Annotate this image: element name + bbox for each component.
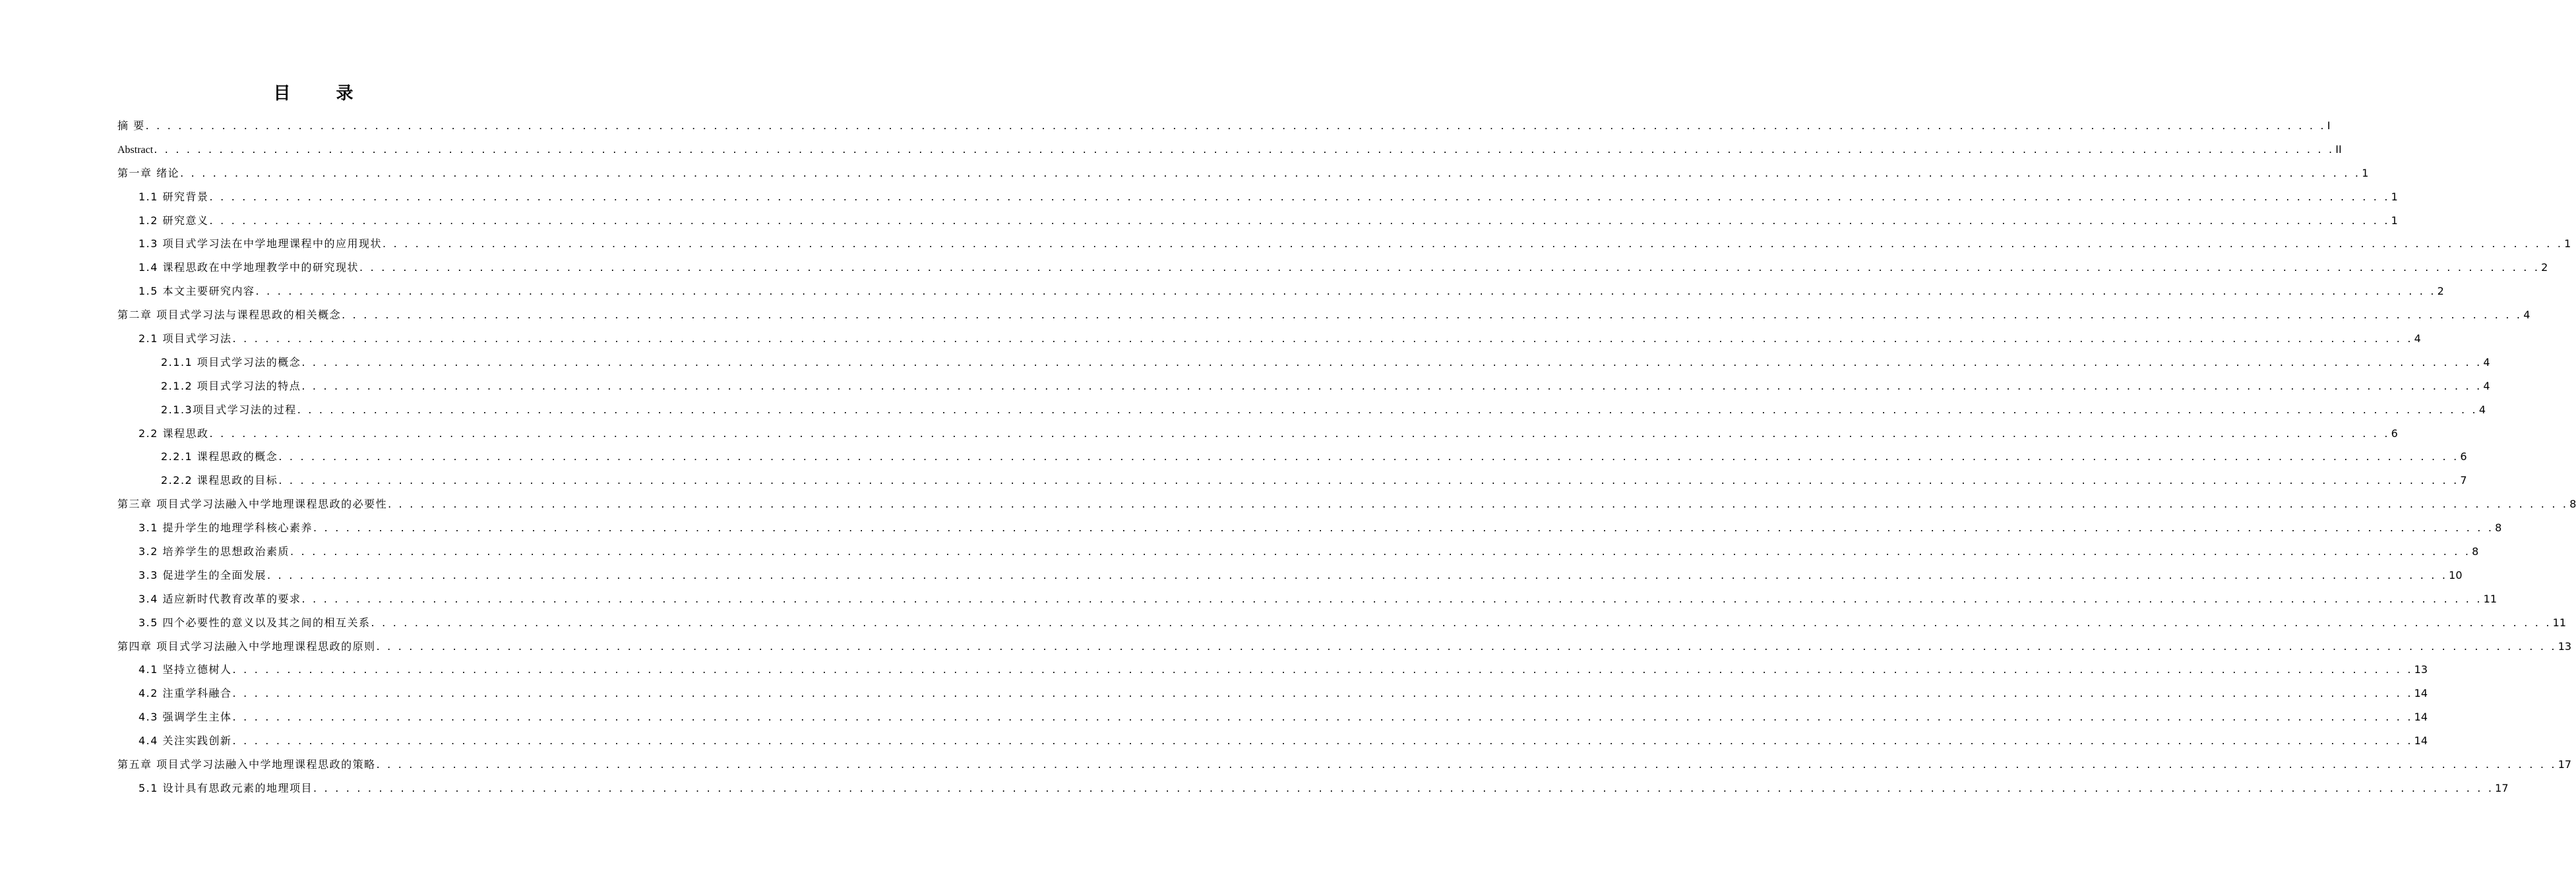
toc-leader-dots: . . . . . . . . . . . . . . . . . . . . . . . . . . . . . . . . . . . . . . . . . . . . . . . . . . . . . . . . . . . . . . . . . . . . . . . . . . . . . . . . . . . . . . . . . . . . . . . . . . . . . . . . . . . . . . . . . . . . . . . . . . . . . . . . . . . . . . . . . . . . . . . . . . . . . . . . . . . . . . . . . . . . . . . . . . . . . . . . . . . . . . . . . . . . . . . . . . . . . . . . — [313, 781, 2494, 794]
toc-leader-dots: . . . . . . . . . . . . . . . . . . . . . . . . . . . . . . . . . . . . . . . . . . . . . . . . . . . . . . . . . . . . . . . . . . . . . . . . . . . . . . . . . . . . . . . . . . . . . . . . . . . . . . . . . . . . . . . . . . . . . . . . . . . . . . . . . . . . . . . . . . . . . . . . . . . . . . . . . . . . . . . . . . . . . . . . . . . . . . . . . . . . . . . . . . . . . . . . . . . . . . . . — [301, 592, 2482, 605]
toc-page-number: 4 — [2483, 379, 2490, 392]
toc-entry-label: 第四章 项目式学习法融入中学地理课程思政的原则 — [117, 639, 376, 653]
toc-entry-label: Abstract — [117, 144, 154, 156]
toc-entry[interactable] — [117, 374, 2490, 398]
toc-leader-dots: . . . . . . . . . . . . . . . . . . . . . . . . . . . . . . . . . . . . . . . . . . . . . . . . . . . . . . . . . . . . . . . . . . . . . . . . . . . . . . . . . . . . . . . . . . . . . . . . . . . . . . . . . . . . . . . . . . . . . . . . . . . . . . . . . . . . . . . . . . . . . . . . . . . . . . . . . . . . . . . . . . . . . . . . . . . . . . . . . . . . . . . . . . . . . . . . . . . . . . . . — [376, 758, 2557, 771]
toc-leader-dots: . . . . . . . . . . . . . . . . . . . . . . . . . . . . . . . . . . . . . . . . . . . . . . . . . . . . . . . . . . . . . . . . . . . . . . . . . . . . . . . . . . . . . . . . . . . . . . . . . . . . . . . . . . . . . . . . . . . . . . . . . . . . . . . . . . . . . . . . . . . . . . . . . . . . . . . . . . . . . . . . . . . . . . . . . . . . . . . . . . . . . . . . . . . . . . . . . . . . . . . . — [371, 616, 2552, 629]
toc-entry-label: 2.1 项目式学习法 — [138, 332, 232, 345]
toc-page-number: 1 — [2362, 166, 2369, 179]
toc-entry[interactable] — [117, 469, 2467, 492]
toc-entry[interactable] — [117, 327, 2421, 351]
toc-page-number: 1 — [2564, 237, 2571, 251]
toc-entry-label: 3.4 适应新时代教育改革的要求 — [138, 592, 301, 605]
toc-leader-dots: . . . . . . . . . . . . . . . . . . . . . . . . . . . . . . . . . . . . . . . . . . . . . . . . . . . . . . . . . . . . . . . . . . . . . . . . . . . . . . . . . . . . . . . . . . . . . . . . . . . . . . . . . . . . . . . . . . . . . . . . . . . . . . . . . . . . . . . . . . . . . . . . . . . . . . . . . . . . . . . . . . . . . . . . . . . . . . . . . . . . . . . . . . . . . . . . . . . . . . . . — [209, 427, 2390, 440]
toc-entry-label: 4.4 关注实践创新 — [138, 734, 232, 748]
toc-entry[interactable] — [117, 705, 2428, 729]
toc-page-number: 8 — [2569, 498, 2576, 511]
toc-leader-dots: . . . . . . . . . . . . . . . . . . . . . . . . . . . . . . . . . . . . . . . . . . . . . . . . . . . . . . . . . . . . . . . . . . . . . . . . . . . . . . . . . . . . . . . . . . . . . . . . . . . . . . . . . . . . . . . . . . . . . . . . . . . . . . . . . . . . . . . . . . . . . . . . . . . . . . . . . . . . . . . . . . . . . . . . . . . . . . . . . . . . . . . . . . . . . . . . . . . . . . . . — [301, 379, 2482, 392]
toc-entry[interactable] — [117, 777, 2509, 800]
toc-leader-dots: . . . . . . . . . . . . . . . . . . . . . . . . . . . . . . . . . . . . . . . . . . . . . . . . . . . . . . . . . . . . . . . . . . . . . . . . . . . . . . . . . . . . . . . . . . . . . . . . . . . . . . . . . . . . . . . . . . . . . . . . . . . . . . . . . . . . . . . . . . . . . . . . . . . . . . . . . . . . . . . . . . . . . . . . . . . . . . . . . . . . . . . . . . . . . . . . . . . . . . . . — [232, 734, 2413, 748]
toc-entry-label: 4.2 注重学科融合 — [138, 687, 232, 700]
toc-entry[interactable] — [117, 445, 2467, 469]
toc-page-number: 6 — [2391, 427, 2398, 440]
toc-entry[interactable] — [117, 658, 2428, 682]
toc-entry[interactable] — [117, 564, 2463, 587]
toc-leader-dots: . . . . . . . . . . . . . . . . . . . . . . . . . . . . . . . . . . . . . . . . . . . . . . . . . . . . . . . . . . . . . . . . . . . . . . . . . . . . . . . . . . . . . . . . . . . . . . . . . . . . . . . . . . . . . . . . . . . . . . . . . . . . . . . . . . . . . . . . . . . . . . . . . . . . . . . . . . . . . . . . . . . . . . . . . . . . . . . . . . . . . . . . . . . . . . . . . . . . . . . . — [267, 568, 2448, 581]
toc-entry[interactable] — [117, 492, 2576, 516]
toc-leader-dots: . . . . . . . . . . . . . . . . . . . . . . . . . . . . . . . . . . . . . . . . . . . . . . . . . . . . . . . . . . . . . . . . . . . . . . . . . . . . . . . . . . . . . . . . . . . . . . . . . . . . . . . . . . . . . . . . . . . . . . . . . . . . . . . . . . . . . . . . . . . . . . . . . . . . . . . . . . . . . . . . . . . . . . . . . . . . . . . . . . . . . . . . . . . . . . . . . . . . . . . . — [301, 355, 2482, 369]
toc-entry[interactable] — [117, 303, 2530, 327]
toc-entry-label: 摘 要 — [117, 119, 145, 132]
toc-leader-dots: . . . . . . . . . . . . . . . . . . . . . . . . . . . . . . . . . . . . . . . . . . . . . . . . . . . . . . . . . . . . . . . . . . . . . . . . . . . . . . . . . . . . . . . . . . . . . . . . . . . . . . . . . . . . . . . . . . . . . . . . . . . . . . . . . . . . . . . . . . . . . . . . . . . . . . . . . . . . . . . . . . . . . . . . . . . . . . . . . . . . . . . . . . . . . . . . . . . . . . . . — [290, 545, 2471, 558]
toc-entry-label: 第二章 项目式学习法与课程思政的相关概念 — [117, 309, 342, 322]
toc-leader-dots: . . . . . . . . . . . . . . . . . . . . . . . . . . . . . . . . . . . . . . . . . . . . . . . . . . . . . . . . . . . . . . . . . . . . . . . . . . . . . . . . . . . . . . . . . . . . . . . . . . . . . . . . . . . . . . . . . . . . . . . . . . . . . . . . . . . . . . . . . . . . . . . . . . . . . . . . . . . . . . . . . . . . . . . . . . . . . . . . . . . . . . . . . . . . . . . . . . . . . . . . — [359, 261, 2540, 274]
toc-entry-label: 1.5 本文主要研究内容 — [138, 285, 255, 298]
toc-page-number: 17 — [2558, 758, 2572, 771]
toc-leader-dots: . . . . . . . . . . . . . . . . . . . . . . . . . . . . . . . . . . . . . . . . . . . . . . . . . . . . . . . . . . . . . . . . . . . . . . . . . . . . . . . . . . . . . . . . . . . . . . . . . . . . . . . . . . . . . . . . . . . . . . . . . . . . . . . . . . . . . . . . . . . . . . . . . . . . . . . . . . . . . . . . . . . . . . . . . . . . . . . . . . . . . . . . . . . . . . . . . . . . . . . . — [232, 711, 2413, 724]
toc-page-number: 11 — [2483, 592, 2497, 605]
toc-entry-label: 2.2 课程思政 — [138, 427, 209, 440]
toc-entry[interactable] — [117, 635, 2572, 659]
toc-entry[interactable] — [117, 682, 2428, 705]
toc-page-number: 4 — [2483, 355, 2490, 369]
toc-entry-label: 3.2 培养学生的思想政治素质 — [138, 545, 290, 558]
toc-page-number: 2 — [2437, 285, 2444, 298]
toc-entry[interactable] — [117, 611, 2566, 635]
toc-page-number: 11 — [2552, 616, 2566, 629]
toc-entry-label: 第三章 项目式学习法融入中学地理课程思政的必要性 — [117, 498, 388, 511]
toc-entry[interactable] — [117, 398, 2486, 422]
table-of-contents — [117, 114, 2576, 800]
toc-entry[interactable] — [117, 162, 2369, 185]
toc-leader-dots: . . . . . . . . . . . . . . . . . . . . . . . . . . . . . . . . . . . . . . . . . . . . . . . . . . . . . . . . . . . . . . . . . . . . . . . . . . . . . . . . . . . . . . . . . . . . . . . . . . . . . . . . . . . . . . . . . . . . . . . . . . . . . . . . . . . . . . . . . . . . . . . . . . . . . . . . . . . . . . . . . . . . . . . . . . . . . . . . . . . . . . . . . . . . . . . . . . . . . . . . — [342, 309, 2523, 322]
page-title: 目 录 — [273, 84, 373, 103]
toc-entry[interactable] — [117, 232, 2571, 256]
toc-entry-label: 2.2.2 课程思政的目标 — [161, 474, 278, 487]
toc-entry-label: 4.1 坚持立德树人 — [138, 663, 232, 676]
toc-leader-dots: . . . . . . . . . . . . . . . . . . . . . . . . . . . . . . . . . . . . . . . . . . . . . . . . . . . . . . . . . . . . . . . . . . . . . . . . . . . . . . . . . . . . . . . . . . . . . . . . . . . . . . . . . . . . . . . . . . . . . . . . . . . . . . . . . . . . . . . . . . . . . . . . . . . . . . . . . . . . . . . . . . . . . . . . . . . . . . . . . . . . . . . . . . . . . . . . . . . . . . . . — [313, 521, 2494, 535]
toc-page-number: 1 — [2391, 190, 2398, 203]
toc-leader-dots: . . . . . . . . . . . . . . . . . . . . . . . . . . . . . . . . . . . . . . . . . . . . . . . . . . . . . . . . . . . . . . . . . . . . . . . . . . . . . . . . . . . . . . . . . . . . . . . . . . . . . . . . . . . . . . . . . . . . . . . . . . . . . . . . . . . . . . . . . . . . . . . . . . . . . . . . . . . . . . . . . . . . . . . . . . . . . . . . . . . . . . . . . . . . . . . . . . . . . . . . — [255, 285, 2436, 298]
toc-page-number: 2 — [2541, 261, 2548, 274]
toc-leader-dots: . . . . . . . . . . . . . . . . . . . . . . . . . . . . . . . . . . . . . . . . . . . . . . . . . . . . . . . . . . . . . . . . . . . . . . . . . . . . . . . . . . . . . . . . . . . . . . . . . . . . . . . . . . . . . . . . . . . . . . . . . . . . . . . . . . . . . . . . . . . . . . . . . . . . . . . . . . . . . . . . . . . . . . . . . . . . . . . . . . . . . . . . . . . . . . . . . . . . . . . . — [145, 119, 2326, 132]
toc-leader-dots: . . . . . . . . . . . . . . . . . . . . . . . . . . . . . . . . . . . . . . . . . . . . . . . . . . . . . . . . . . . . . . . . . . . . . . . . . . . . . . . . . . . . . . . . . . . . . . . . . . . . . . . . . . . . . . . . . . . . . . . . . . . . . . . . . . . . . . . . . . . . . . . . . . . . . . . . . . . . . . . . . . . . . . . . . . . . . . . . . . . . . . . . . . . . . . . . . . . . . . . . — [388, 498, 2569, 511]
toc-entry-label: 1.2 研究意义 — [138, 214, 209, 227]
toc-entry-label: 5.1 设计具有思政元素的地理项目 — [138, 781, 313, 794]
toc-leader-dots: . . . . . . . . . . . . . . . . . . . . . . . . . . . . . . . . . . . . . . . . . . . . . . . . . . . . . . . . . . . . . . . . . . . . . . . . . . . . . . . . . . . . . . . . . . . . . . . . . . . . . . . . . . . . . . . . . . . . . . . . . . . . . . . . . . . . . . . . . . . . . . . . . . . . . . . . . . . . . . . . . . . . . . . . . . . . . . . . . . . . . . . . . . . . . . . . . . . . . . . . — [376, 639, 2557, 653]
toc-page-number: 4 — [2478, 403, 2486, 416]
toc-entry-label: 1.1 研究背景 — [138, 190, 209, 203]
toc-entry[interactable] — [117, 209, 2398, 233]
toc-entry-label: 第一章 绪论 — [117, 166, 180, 179]
toc-entry[interactable] — [117, 185, 2398, 209]
toc-entry[interactable] — [117, 280, 2444, 303]
toc-page-number: II — [2335, 142, 2342, 156]
toc-leader-dots: . . . . . . . . . . . . . . . . . . . . . . . . . . . . . . . . . . . . . . . . . . . . . . . . . . . . . . . . . . . . . . . . . . . . . . . . . . . . . . . . . . . . . . . . . . . . . . . . . . . . . . . . . . . . . . . . . . . . . . . . . . . . . . . . . . . . . . . . . . . . . . . . . . . . . . . . . . . . . . . . . . . . . . . . . . . . . . . . . . . . . . . . . . . . . . . . . . . . . . . . — [154, 142, 2335, 156]
toc-page-number: 13 — [2558, 639, 2572, 653]
toc-entry[interactable] — [117, 256, 2548, 280]
toc-entry-label: 4.3 强调学生主体 — [138, 711, 232, 724]
toc-entry-label: 1.3 项目式学习法在中学地理课程中的应用现状 — [138, 237, 383, 251]
toc-page-number: 4 — [2414, 332, 2421, 345]
toc-entry-label: 第五章 项目式学习法融入中学地理课程思政的策略 — [117, 758, 376, 771]
toc-entry-label: 1.4 课程思政在中学地理教学中的研究现状 — [138, 261, 359, 274]
toc-page-number: 14 — [2414, 734, 2428, 748]
toc-page-number: 1 — [2391, 214, 2398, 227]
toc-leader-dots: . . . . . . . . . . . . . . . . . . . . . . . . . . . . . . . . . . . . . . . . . . . . . . . . . . . . . . . . . . . . . . . . . . . . . . . . . . . . . . . . . . . . . . . . . . . . . . . . . . . . . . . . . . . . . . . . . . . . . . . . . . . . . . . . . . . . . . . . . . . . . . . . . . . . . . . . . . . . . . . . . . . . . . . . . . . . . . . . . . . . . . . . . . . . . . . . . . . . . . . . — [209, 214, 2390, 227]
toc-page-number: 13 — [2414, 663, 2428, 676]
toc-page-number: 8 — [2495, 521, 2502, 535]
toc-page-number: 6 — [2460, 450, 2467, 463]
toc-entry[interactable] — [117, 540, 2479, 564]
toc-entry-label: 3.1 提升学生的地理学科核心素养 — [138, 521, 313, 535]
toc-entry[interactable] — [117, 351, 2490, 374]
toc-page-number: 17 — [2495, 781, 2509, 794]
toc-page-number: 14 — [2414, 687, 2428, 700]
toc-leader-dots: . . . . . . . . . . . . . . . . . . . . . . . . . . . . . . . . . . . . . . . . . . . . . . . . . . . . . . . . . . . . . . . . . . . . . . . . . . . . . . . . . . . . . . . . . . . . . . . . . . . . . . . . . . . . . . . . . . . . . . . . . . . . . . . . . . . . . . . . . . . . . . . . . . . . . . . . . . . . . . . . . . . . . . . . . . . . . . . . . . . . . . . . . . . . . . . . . . . . . . . . — [383, 237, 2563, 251]
toc-page-number: 8 — [2472, 545, 2479, 558]
toc-entry[interactable] — [117, 729, 2428, 753]
toc-leader-dots: . . . . . . . . . . . . . . . . . . . . . . . . . . . . . . . . . . . . . . . . . . . . . . . . . . . . . . . . . . . . . . . . . . . . . . . . . . . . . . . . . . . . . . . . . . . . . . . . . . . . . . . . . . . . . . . . . . . . . . . . . . . . . . . . . . . . . . . . . . . . . . . . . . . . . . . . . . . . . . . . . . . . . . . . . . . . . . . . . . . . . . . . . . . . . . . . . . . . . . . . — [278, 474, 2459, 487]
toc-entry-label: 2.1.2 项目式学习法的特点 — [161, 379, 301, 392]
toc-entry-label: 3.5 四个必要性的意义以及其之间的相互关系 — [138, 616, 371, 629]
toc-leader-dots: . . . . . . . . . . . . . . . . . . . . . . . . . . . . . . . . . . . . . . . . . . . . . . . . . . . . . . . . . . . . . . . . . . . . . . . . . . . . . . . . . . . . . . . . . . . . . . . . . . . . . . . . . . . . . . . . . . . . . . . . . . . . . . . . . . . . . . . . . . . . . . . . . . . . . . . . . . . . . . . . . . . . . . . . . . . . . . . . . . . . . . . . . . . . . . . . . . . . . . . . — [180, 166, 2361, 179]
toc-leader-dots: . . . . . . . . . . . . . . . . . . . . . . . . . . . . . . . . . . . . . . . . . . . . . . . . . . . . . . . . . . . . . . . . . . . . . . . . . . . . . . . . . . . . . . . . . . . . . . . . . . . . . . . . . . . . . . . . . . . . . . . . . . . . . . . . . . . . . . . . . . . . . . . . . . . . . . . . . . . . . . . . . . . . . . . . . . . . . . . . . . . . . . . . . . . . . . . . . . . . . . . . — [278, 450, 2459, 463]
toc-entry[interactable] — [117, 114, 2331, 138]
toc-entry-label: 3.3 促进学生的全面发展 — [138, 568, 267, 581]
toc-entry-label: 2.2.1 课程思政的概念 — [161, 450, 278, 463]
toc-entry-label: 2.1.1 项目式学习法的概念 — [161, 355, 301, 369]
toc-entry[interactable] — [117, 422, 2398, 446]
toc-leader-dots: . . . . . . . . . . . . . . . . . . . . . . . . . . . . . . . . . . . . . . . . . . . . . . . . . . . . . . . . . . . . . . . . . . . . . . . . . . . . . . . . . . . . . . . . . . . . . . . . . . . . . . . . . . . . . . . . . . . . . . . . . . . . . . . . . . . . . . . . . . . . . . . . . . . . . . . . . . . . . . . . . . . . . . . . . . . . . . . . . . . . . . . . . . . . . . . . . . . . . . . . — [232, 663, 2413, 676]
toc-page-number: 14 — [2414, 711, 2428, 724]
toc-entry[interactable] — [117, 138, 2342, 162]
toc-page-number: I — [2327, 119, 2331, 132]
toc-page-number: 4 — [2523, 309, 2530, 322]
toc-leader-dots: . . . . . . . . . . . . . . . . . . . . . . . . . . . . . . . . . . . . . . . . . . . . . . . . . . . . . . . . . . . . . . . . . . . . . . . . . . . . . . . . . . . . . . . . . . . . . . . . . . . . . . . . . . . . . . . . . . . . . . . . . . . . . . . . . . . . . . . . . . . . . . . . . . . . . . . . . . . . . . . . . . . . . . . . . . . . . . . . . . . . . . . . . . . . . . . . . . . . . . . . — [232, 332, 2413, 345]
toc-entry[interactable] — [117, 587, 2497, 611]
toc-entry[interactable] — [117, 516, 2502, 540]
toc-leader-dots: . . . . . . . . . . . . . . . . . . . . . . . . . . . . . . . . . . . . . . . . . . . . . . . . . . . . . . . . . . . . . . . . . . . . . . . . . . . . . . . . . . . . . . . . . . . . . . . . . . . . . . . . . . . . . . . . . . . . . . . . . . . . . . . . . . . . . . . . . . . . . . . . . . . . . . . . . . . . . . . . . . . . . . . . . . . . . . . . . . . . . . . . . . . . . . . . . . . . . . . . — [297, 403, 2478, 416]
toc-page-number: 10 — [2449, 568, 2463, 581]
toc-leader-dots: . . . . . . . . . . . . . . . . . . . . . . . . . . . . . . . . . . . . . . . . . . . . . . . . . . . . . . . . . . . . . . . . . . . . . . . . . . . . . . . . . . . . . . . . . . . . . . . . . . . . . . . . . . . . . . . . . . . . . . . . . . . . . . . . . . . . . . . . . . . . . . . . . . . . . . . . . . . . . . . . . . . . . . . . . . . . . . . . . . . . . . . . . . . . . . . . . . . . . . . . — [232, 687, 2413, 700]
toc-leader-dots: . . . . . . . . . . . . . . . . . . . . . . . . . . . . . . . . . . . . . . . . . . . . . . . . . . . . . . . . . . . . . . . . . . . . . . . . . . . . . . . . . . . . . . . . . . . . . . . . . . . . . . . . . . . . . . . . . . . . . . . . . . . . . . . . . . . . . . . . . . . . . . . . . . . . . . . . . . . . . . . . . . . . . . . . . . . . . . . . . . . . . . . . . . . . . . . . . . . . . . . . — [209, 190, 2390, 203]
toc-entry[interactable] — [117, 753, 2572, 777]
toc-page-number: 7 — [2460, 474, 2467, 487]
toc-entry-label: 2.1.3项目式学习法的过程 — [161, 403, 297, 416]
